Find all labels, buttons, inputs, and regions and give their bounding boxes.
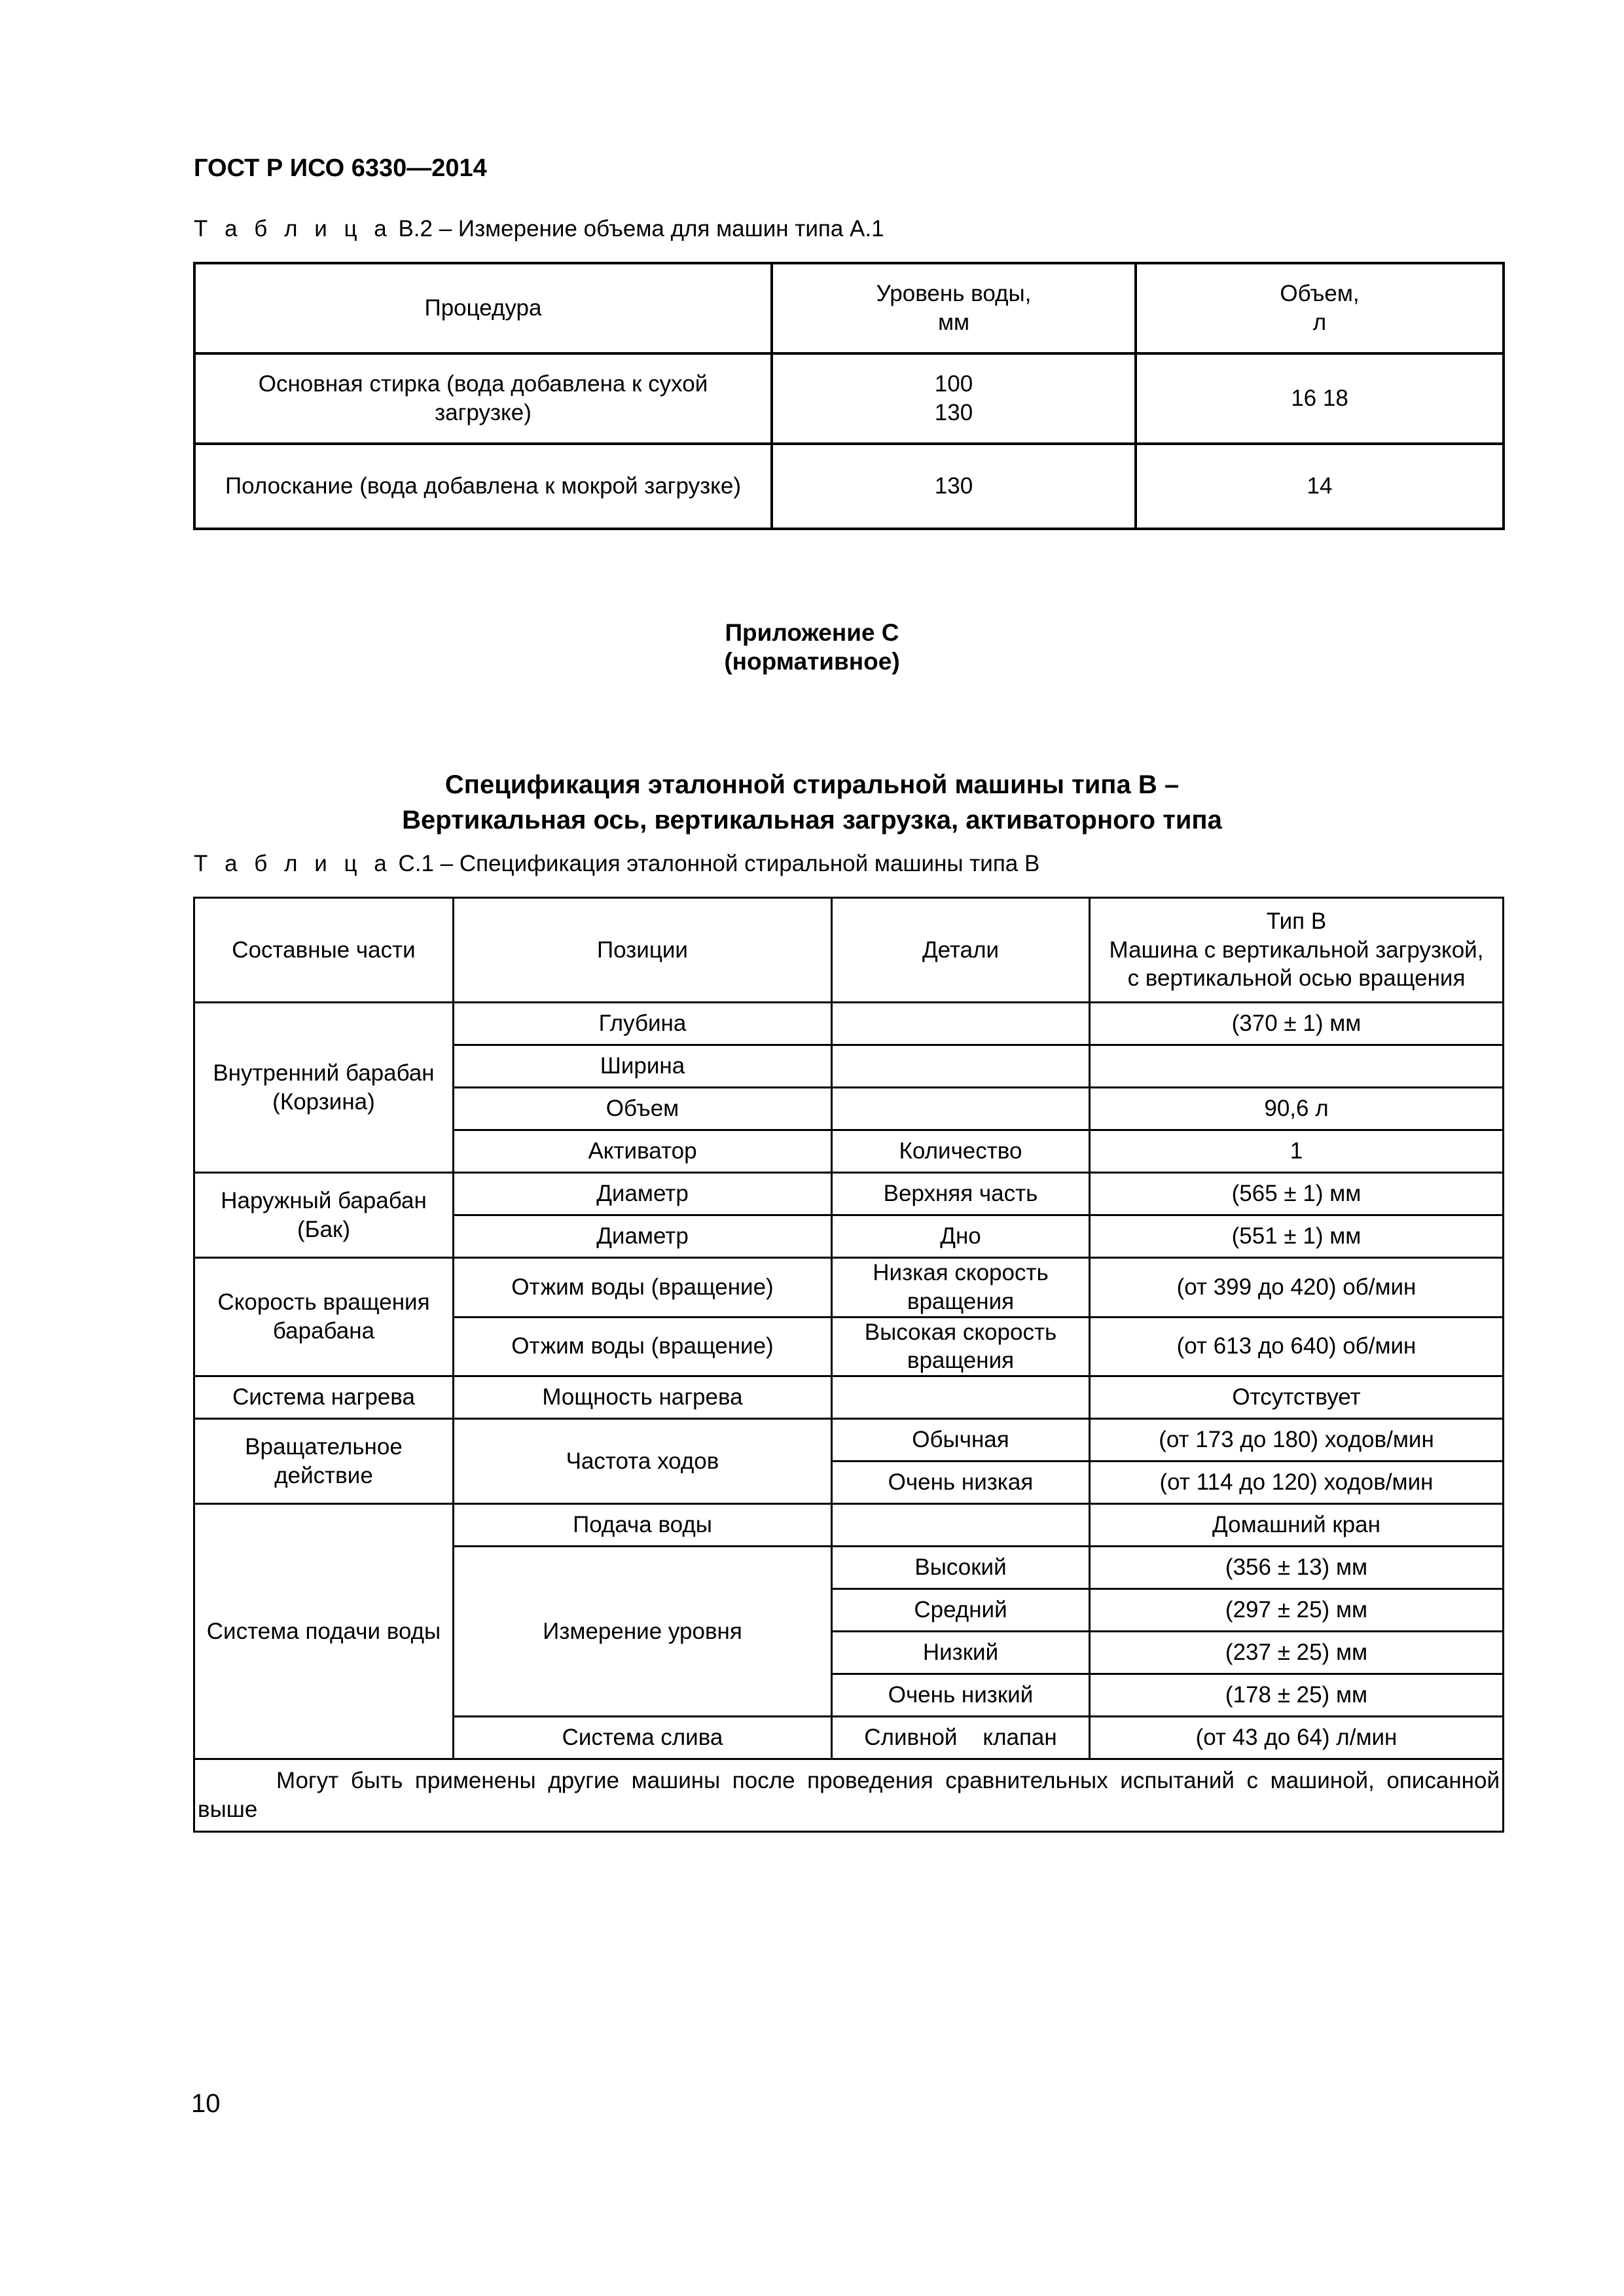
cell-position: Мощность нагрева xyxy=(454,1376,832,1419)
table-c1-caption xyxy=(194,851,1039,877)
cell-position: Отжим воды (вращение) xyxy=(454,1258,832,1318)
table-row xyxy=(194,353,1504,444)
cell-volume: 14 xyxy=(1136,444,1504,529)
table-c1 xyxy=(193,897,1504,1833)
cell-procedure: Основная стирка (вода добавлена к сухой загрузке) xyxy=(194,353,772,444)
cell-detail xyxy=(832,1088,1090,1130)
cell-value: (370 ± 1) мм xyxy=(1090,1003,1504,1045)
cell-value: (237 ± 25) мм xyxy=(1090,1632,1504,1674)
table-row xyxy=(194,444,1504,529)
group-heating: Система нагрева xyxy=(194,1376,454,1419)
cell-detail: Низкая скорость вращения xyxy=(832,1258,1090,1318)
cell-value: (от 114 до 120) ходов/мин xyxy=(1090,1462,1504,1504)
group-water-supply: Система подачи воды xyxy=(194,1504,454,1759)
cell-detail xyxy=(832,1003,1090,1045)
cell-value: Домашний кран xyxy=(1090,1504,1504,1547)
cell-value: (297 ± 25) мм xyxy=(1090,1589,1504,1632)
cell-position: Ширина xyxy=(454,1045,832,1088)
cell-detail: Низкий xyxy=(832,1632,1090,1674)
cell-detail: Обычная xyxy=(832,1419,1090,1462)
cell-value: (356 ± 13) мм xyxy=(1090,1547,1504,1589)
cell-detail: Дно xyxy=(832,1215,1090,1258)
spec-title-line2: Вертикальная ось, вертикальная загрузка, активаторного типа xyxy=(402,806,1222,834)
table-word: Т а б л и ц а xyxy=(194,851,392,876)
table-note: Могут быть применены другие машины после проведения сравнительных испытаний с машиной, описанной выше xyxy=(194,1759,1504,1832)
cell-value: Отсутствует xyxy=(1090,1376,1504,1419)
table-header-row xyxy=(194,898,1504,1003)
cell-water-level: 130 xyxy=(772,444,1136,529)
table-b2-caption xyxy=(194,216,884,242)
appendix-heading xyxy=(0,619,1624,677)
table-b2 xyxy=(193,262,1505,530)
cell-position: Частота ходов xyxy=(454,1419,832,1504)
spec-title-line1: Спецификация эталонной стиральной машины типа В – xyxy=(444,770,1180,799)
cell-value: 90,6 л xyxy=(1090,1088,1504,1130)
cell-detail: Очень низкая xyxy=(832,1462,1090,1504)
group-outer-drum: Наружный барабан (Бак) xyxy=(194,1173,454,1258)
cell-volume: 16 18 xyxy=(1136,353,1504,444)
table-row xyxy=(194,1173,1504,1215)
table-row xyxy=(194,1504,1504,1547)
cell-position: Система слива xyxy=(454,1717,832,1759)
cell-position: Отжим воды (вращение) xyxy=(454,1317,832,1376)
table-word: Т а б л и ц а xyxy=(194,216,392,242)
group-inner-drum: Внутренний барабан (Корзина) xyxy=(194,1003,454,1173)
cell-detail: Средний xyxy=(832,1589,1090,1632)
header-type-b: Тип В Машина с вертикальной загрузкой, с вертикальной осью вращения xyxy=(1090,898,1504,1003)
spec-title xyxy=(0,767,1624,838)
cell-position: Измерение уровня xyxy=(454,1547,832,1717)
cell-detail xyxy=(832,1376,1090,1419)
header-positions: Позиции xyxy=(454,898,832,1003)
table-row xyxy=(194,1258,1504,1318)
cell-value: 1 xyxy=(1090,1130,1504,1173)
cell-value: (565 ± 1) мм xyxy=(1090,1173,1504,1215)
cell-value: (от 399 до 420) об/мин xyxy=(1090,1258,1504,1318)
cell-procedure: Полоскание (вода добавлена к мокрой загрузке) xyxy=(194,444,772,529)
table-row xyxy=(194,1376,1504,1419)
header-parts: Составные части xyxy=(194,898,454,1003)
cell-detail: Высокий xyxy=(832,1547,1090,1589)
appendix-subtitle: (нормативное) xyxy=(724,648,900,675)
cell-value: (от 613 до 640) об/мин xyxy=(1090,1317,1504,1376)
header-procedure: Процедура xyxy=(194,263,772,353)
cell-position: Диаметр xyxy=(454,1173,832,1215)
cell-detail: Высокая скорость вращения xyxy=(832,1317,1090,1376)
cell-detail: Количество xyxy=(832,1130,1090,1173)
group-drum-speed: Скорость вращения барабана xyxy=(194,1258,454,1376)
cell-position: Глубина xyxy=(454,1003,832,1045)
cell-detail: Очень низкий xyxy=(832,1674,1090,1717)
cell-value: (от 43 до 64) л/мин xyxy=(1090,1717,1504,1759)
cell-value xyxy=(1090,1045,1504,1088)
table-row xyxy=(194,1003,1504,1045)
table-row xyxy=(194,1419,1504,1462)
cell-value: (551 ± 1) мм xyxy=(1090,1215,1504,1258)
header-water-level: Уровень воды, мм xyxy=(772,263,1136,353)
cell-detail: Верхняя часть xyxy=(832,1173,1090,1215)
cell-detail xyxy=(832,1504,1090,1547)
cell-detail xyxy=(832,1045,1090,1088)
cell-position: Активатор xyxy=(454,1130,832,1173)
cell-water-level: 100 130 xyxy=(772,353,1136,444)
table-note-row xyxy=(194,1759,1504,1832)
cell-value: (от 173 до 180) ходов/мин xyxy=(1090,1419,1504,1462)
appendix-title: Приложение С xyxy=(725,619,899,646)
header-details: Детали xyxy=(832,898,1090,1003)
cell-position: Диаметр xyxy=(454,1215,832,1258)
cell-position: Подача воды xyxy=(454,1504,832,1547)
document-header: ГОСТ Р ИСО 6330—2014 xyxy=(194,154,487,182)
cell-detail: Сливной клапан xyxy=(832,1717,1090,1759)
table-b2-caption-text: В.2 – Измерение объема для машин типа А.1 xyxy=(391,216,884,242)
group-rotary: Вращательное действие xyxy=(194,1419,454,1504)
cell-value: (178 ± 25) мм xyxy=(1090,1674,1504,1717)
table-c1-caption-text: С.1 – Спецификация эталонной стиральной машины типа В xyxy=(391,851,1040,876)
header-volume: Объем, л xyxy=(1136,263,1504,353)
page-number: 10 xyxy=(191,2089,221,2118)
table-header-row xyxy=(194,263,1504,353)
cell-position: Объем xyxy=(454,1088,832,1130)
